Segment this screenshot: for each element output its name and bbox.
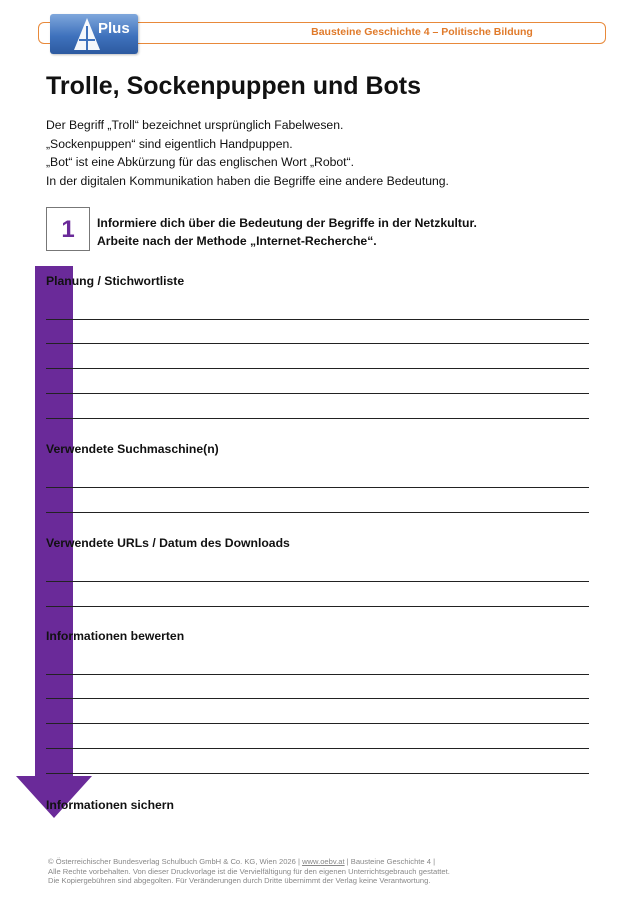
writing-line[interactable] <box>46 773 589 774</box>
writing-line[interactable] <box>46 581 589 582</box>
task-instructions <box>97 214 477 250</box>
publisher-link[interactable]: www.oebv.at <box>302 857 345 866</box>
section-heading: Planung / Stichwortliste <box>46 274 185 288</box>
footer-line <box>48 857 450 867</box>
writing-line[interactable] <box>46 698 589 699</box>
writing-line[interactable] <box>46 418 589 419</box>
writing-line[interactable] <box>46 393 589 394</box>
writing-line[interactable] <box>46 343 589 344</box>
writing-line[interactable] <box>46 723 589 724</box>
footer <box>48 857 450 886</box>
footer-copyright: © Österreichischer Bundesverlag Schulbuch GmbH & Co. KG, Wien 2026 | <box>48 857 303 866</box>
header-title: Bausteine Geschichte 4 – Politische Bildung <box>311 26 533 38</box>
task-line: Informiere dich über die Bedeutung der Begriffe in der Netzkultur. <box>97 216 477 230</box>
task-line: Arbeite nach der Methode „Internet-Recherche“. <box>97 234 377 248</box>
intro-line: „Sockenpuppen“ sind eigentlich Handpuppen. <box>46 136 293 151</box>
writing-line[interactable] <box>46 606 589 607</box>
footer-line: Die Kopiergebühren sind abgegolten. Für Veränderungen durch Dritte übernimmt der Verlag keine Verantwortung. <box>48 876 431 885</box>
intro-line: In der digitalen Kommunikation haben die Begriffe eine andere Bedeutung. <box>46 173 449 188</box>
section-heading: Informationen sichern <box>46 798 174 812</box>
section-heading: Informationen bewerten <box>46 629 185 643</box>
writing-line[interactable] <box>46 368 589 369</box>
page-title: Trolle, Sockenpuppen und Bots <box>46 72 422 100</box>
task-number-box: 1 <box>46 207 90 251</box>
writing-line[interactable] <box>46 319 589 320</box>
plus-logo <box>50 14 138 54</box>
intro-line: „Bot“ ist eine Abkürzung für das englischen Wort „Robot“. <box>46 155 354 169</box>
logo-text: Plus <box>98 20 130 37</box>
writing-line[interactable] <box>46 487 589 488</box>
section-heading: Verwendete Suchmaschine(n) <box>46 442 219 456</box>
intro-line: Der Begriff „Troll“ bezeichnet ursprünglich Fabelwesen. <box>46 118 344 132</box>
intro-text <box>46 116 449 190</box>
writing-line[interactable] <box>46 748 589 749</box>
writing-line[interactable] <box>46 674 589 675</box>
footer-book: | Bausteine Geschichte 4 | <box>344 857 436 866</box>
writing-line[interactable] <box>46 512 589 513</box>
footer-line: Alle Rechte vorbehalten. Von dieser Druckvorlage ist die Vervielfältigung für den eigenen Unterrichtsgebrauch gestattet. <box>48 866 450 876</box>
section-heading: Verwendete URLs / Datum des Downloads <box>46 536 290 550</box>
